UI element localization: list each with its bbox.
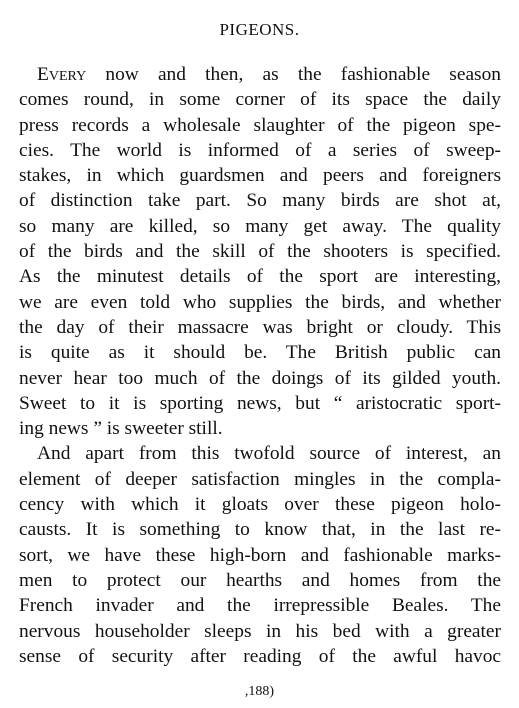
text-line: stakes, in which guardsmen and peers and foreigners [19, 165, 501, 187]
text-line [19, 62, 501, 87]
text-line: As the minutest details of the sport are interesting, [19, 266, 501, 288]
text-line: we are even told who supplies the birds, and whether [19, 291, 501, 313]
paragraph-2 [19, 441, 501, 669]
text-line: cies. The world is informed of a series of sweep- [19, 139, 501, 161]
text-line: press records a wholesale slaughter of the pigeon spe- [19, 114, 501, 136]
text-line: is quite as it should be. The British public can [19, 342, 501, 364]
drop-word: Every [37, 64, 87, 85]
text-line: causts. It is something to know that, in the last re- [19, 519, 501, 541]
text-line: so many are killed, so many get away. The quality [19, 215, 501, 237]
text-line: And apart from this twofold source of interest, an [37, 443, 501, 465]
page-number: ,188) [244, 684, 275, 699]
text-line: element of deeper satisfaction mingles in the compla- [19, 468, 501, 490]
text-line: ing news ” is sweeter still. [19, 418, 223, 440]
text-line-rest: now and then, as the fashionable season [86, 64, 501, 85]
text-line: sense of security after reading of the awful havoc [19, 645, 501, 667]
text-line: the day of their massacre was bright or cloudy. This [19, 316, 501, 338]
text-line: cency with which it gloats over these pigeon holo- [19, 494, 501, 516]
body-text [19, 62, 501, 669]
text-line: French invader and the irrepressible Beales. The [19, 595, 501, 617]
page-title: PIGEONS. [219, 20, 300, 39]
paragraph-1 [19, 62, 501, 441]
text-line: men to protect our hearths and homes from the [19, 569, 501, 591]
text-line: sort, we have these high-born and fashionable marks- [19, 544, 501, 566]
text-line: comes round, in some corner of its space the daily [19, 89, 501, 111]
text-line: of the birds and the skill of the shooters is specified. [19, 241, 501, 263]
text-line: nervous householder sleeps in his bed with a greater [19, 620, 501, 642]
text-line: Sweet to it is sporting news, but “ aristocratic sport- [19, 392, 501, 414]
text-line: of distinction take part. So many birds are shot at, [19, 190, 501, 212]
text-line: never hear too much of the doings of its gilded youth. [19, 367, 501, 389]
